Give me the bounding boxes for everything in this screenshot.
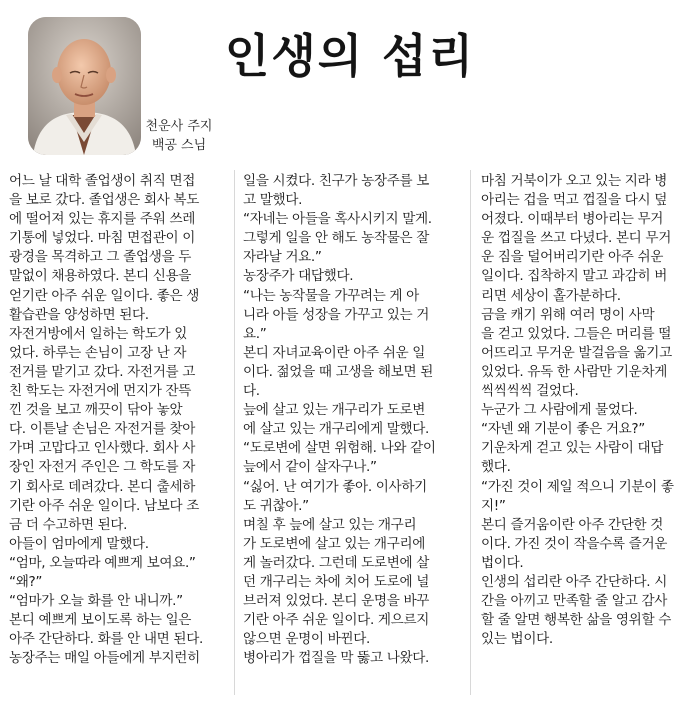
article-text-line: 을 걷고 있었다. 그들은 머리를 떨 (481, 325, 671, 342)
article-text-line: 니라 아들 성장을 가꾸고 있는 거 (243, 306, 430, 323)
article-text-line: 게 놀러갔다. 그런데 도로변에 살 (243, 554, 430, 571)
article-text-line: 리면 세상이 홀가분하다. (481, 287, 621, 304)
author-title: 천운사 주지 (145, 119, 213, 134)
article-text-line: 낀 것을 보고 깨끗이 닦아 놓았 (9, 402, 183, 419)
article-text-line: 아리는 겁을 먹고 껍질을 다시 덮 (481, 192, 668, 209)
article-text-line: “싫어. 난 여기가 좋아. 이사하기 (243, 478, 427, 495)
author-byline (133, 117, 225, 155)
author-name: 백공 스님 (151, 138, 207, 153)
article-text-line: 했다. (481, 459, 511, 476)
article-column-1 (9, 172, 227, 668)
article-text-line: 며칠 후 늪에 살고 있는 개구리 (243, 516, 417, 533)
article-text-line: 간을 아끼고 만족할 줄 알고 감사 (481, 593, 668, 610)
article-text-line: 다. 이튿날 손님은 자전거를 찾아 (9, 421, 196, 438)
article-text-line: 다. (243, 383, 260, 400)
column-divider (470, 170, 471, 695)
article-text-line: 도 귀찮아.” (243, 497, 309, 514)
article-text-line: 자전거방에서 일하는 학도가 있 (9, 325, 188, 342)
article-text-line: “자네는 아들을 혹사시키지 말게. (243, 211, 432, 228)
article-text-line: 늪에서 같이 살자구나.” (243, 459, 377, 476)
article-text-line: 금 더 수고하면 된다. (9, 516, 128, 533)
article-text-line: 않으면 운명이 바뀐다. (243, 631, 370, 648)
article-text-line: 었다. 하루는 손님이 고장 난 자 (9, 344, 187, 361)
article-text-line: 가 도로변에 살고 있는 개구리에 (243, 535, 426, 552)
article-text-line: 고 말했다. (243, 192, 303, 209)
article-text-line: 브러져 있었다. 본디 운명을 바꾸 (243, 593, 430, 610)
article-text-line: 일이다. 집착하지 말고 과감히 버 (481, 268, 668, 285)
article-text-line: 에 떨어져 있는 휴지를 주워 쓰레 (9, 211, 196, 228)
article-text-line: 기란 아주 쉬운 일이다. 게으르지 (243, 612, 430, 629)
article-text-line: 늪에 살고 있는 개구리가 도로변 (243, 402, 426, 419)
article-text-line: 기통에 넣었다. 마침 면접관이 이 (9, 230, 196, 247)
article-text-line: 자라날 거요.” (243, 249, 322, 266)
article-text-line: 아들이 엄마에게 말했다. (9, 535, 149, 552)
article-text-line: 씩씩씩씩 걸었다. (481, 383, 579, 400)
article-text-line: 본디 즐거움이란 아주 간단한 것 (481, 516, 664, 533)
article-text-line: 그렇게 일을 안 해도 농작물은 잘 (243, 230, 430, 247)
article-text-line: 본디 예쁘게 보이도록 하는 일은 (9, 612, 192, 629)
article-text-line: “엄마, 오늘따라 예쁘게 보여요.” (9, 554, 196, 571)
article-text-line: 누군가 그 사람에게 물었다. (481, 402, 638, 419)
article-text-line: 일을 시켰다. 친구가 농장주를 보 (243, 173, 430, 189)
article-text-line: “엄마가 오늘 화를 안 내니까.” (9, 593, 183, 610)
article-column-2 (243, 172, 461, 668)
article-column-3 (481, 172, 691, 649)
article-text-line: 이다. 젊었을 때 고생을 해보면 된 (243, 363, 433, 380)
article-text-line: 할 줄 알면 행복한 삶을 영위할 수 (481, 612, 671, 629)
article-title: 인생의 섭리 (224, 29, 476, 83)
article-text-line: 인생의 섭리란 아주 간단하다. 시 (481, 573, 668, 590)
article-text-line: “왜?” (9, 573, 43, 590)
article-text-line: 얻기란 아주 쉬운 일이다. 좋은 생 (9, 287, 199, 304)
article-text-line: 운 껍질을 쓰고 다녔다. 본디 무거 (481, 230, 671, 247)
article-text-line: 에 살고 있는 개구리에게 말했다. (243, 421, 430, 438)
article-text-line: 을 보로 갔다. 졸업생은 회사 복도 (9, 192, 199, 209)
article-text-line: 전거를 맡기고 갔다. 자전거를 고 (9, 363, 196, 380)
article-text-line: 말없이 채용하였다. 본디 신용을 (9, 268, 192, 285)
article-text-line: 광경을 목격하고 그 졸업생을 두 (9, 249, 192, 266)
article-text-line: 장인 자전거 주인은 그 학도를 자 (9, 459, 196, 476)
article-text-line: 기운차게 걷고 있는 사람이 대답 (481, 440, 664, 457)
article-text-line: 어뜨리고 무거운 발걸음을 옮기고 (481, 344, 672, 361)
article-text-line: 금을 캐기 위해 여러 명이 사막 (481, 306, 655, 323)
article-text-line: “자넨 왜 기분이 좋은 거요?” (481, 421, 645, 438)
article-text-line: “가진 것이 제일 적으니 기분이 좋 (481, 478, 674, 495)
article-text-line: 이다. 가진 것이 작을수록 즐거운 (481, 535, 668, 552)
article-text-line: 친 학도는 자전거에 먼지가 잔뜩 (9, 383, 192, 400)
article-text-line: 운 짐을 덜어버리기란 아주 쉬운 (481, 249, 664, 266)
article-text-line: 어졌다. 이때부터 병아리는 무거 (481, 211, 664, 228)
article-text-line: “나는 농작물을 가꾸려는 게 아 (243, 287, 419, 304)
article-text-line: 기란 아주 쉬운 일이다. 남보다 조 (9, 497, 199, 514)
article-text-line: 병아리가 껍질을 막 뚫고 나왔다. (243, 650, 430, 667)
monk-portrait-photo (28, 17, 141, 155)
article-text-line: 어느 날 대학 졸업생이 취직 면접 (9, 173, 196, 189)
article-text-line: 아주 간단하다. 화를 안 내면 된다. (9, 631, 203, 648)
article-text-line: 있었다. 유독 한 사람만 기운차게 (481, 363, 668, 380)
article-text-line: 활습관을 양성하면 된다. (9, 306, 149, 323)
column-divider (234, 170, 235, 695)
article-text-line: “도로변에 살면 위험해. 나와 같이 (243, 440, 436, 457)
article-text-line: 농장주가 대답했다. (243, 268, 354, 285)
article-text-line: 지!” (481, 497, 506, 514)
article-text-line: 법이다. (481, 554, 524, 571)
article-text-line: 마침 거북이가 오고 있는 지라 병 (481, 173, 668, 189)
article-text-line: 기 회사로 데려갔다. 본디 출세하 (9, 478, 196, 495)
article-text-line: 요.” (243, 325, 267, 342)
article-text-line: 있는 법이다. (481, 631, 553, 648)
article-text-line: 가며 고맙다고 인사했다. 회사 사 (9, 440, 196, 457)
article-text-line: 농장주는 매일 아들에게 부지런히 (9, 650, 200, 667)
article-text-line: 던 개구리는 차에 치어 도로에 널 (243, 573, 430, 590)
article-text-line: 본디 자녀교육이란 아주 쉬운 일 (243, 344, 426, 361)
